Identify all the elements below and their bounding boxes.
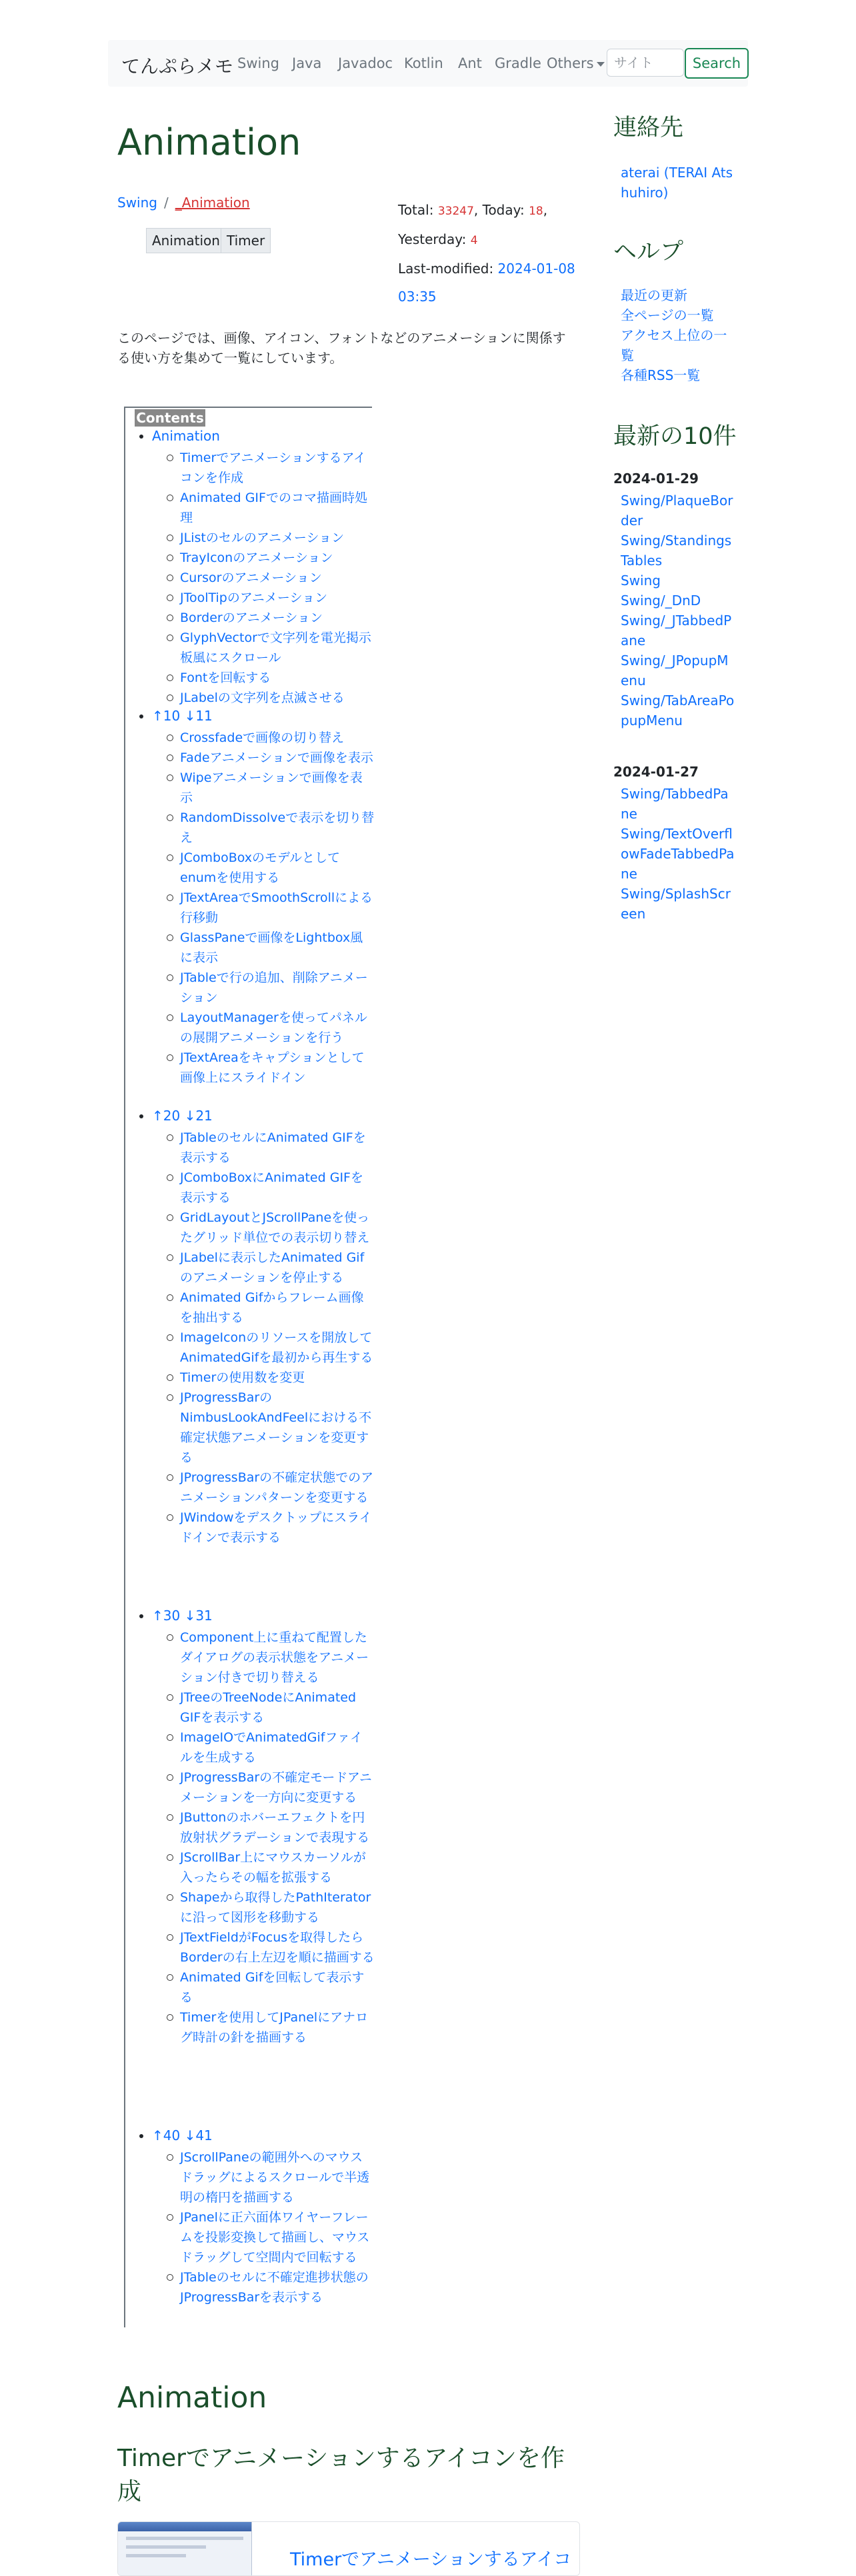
toc-section <box>152 428 220 444</box>
yesterday-label: Yesterday: <box>398 231 471 247</box>
nav-link-java[interactable]: Java <box>292 55 322 71</box>
toc-link[interactable]: JWindowをデスクトップにスライドインで表示する <box>180 1510 372 1545</box>
toc-item <box>180 1848 375 1888</box>
others-label: Others <box>547 55 594 71</box>
latest-heading: 最新の10件 <box>613 423 737 450</box>
toc-item <box>180 808 375 848</box>
toc-item <box>180 1328 375 1368</box>
today-label: , Today: <box>473 202 529 218</box>
toc-link[interactable]: JProgressBarの不確定状態でのアニメーションパターンを変更する <box>180 1470 374 1505</box>
update-link[interactable]: Swing/_JPopupMenu <box>621 652 729 688</box>
toc-item <box>180 1248 375 1288</box>
toc-link[interactable]: LayoutManagerを使ってパネルの展開アニメーションを行う <box>180 1010 367 1045</box>
nav-link-ant[interactable]: Ant <box>458 55 482 71</box>
toc-item <box>180 888 375 928</box>
toc-item <box>180 668 375 688</box>
toc-link[interactable]: ImageIconのリソースを開放してAnimatedGifを最初から再生する <box>180 1330 373 1365</box>
toc-item <box>180 568 375 588</box>
toc-item <box>180 2267 375 2307</box>
contact-list <box>621 163 735 203</box>
toc-section <box>152 1608 213 1624</box>
nav-link-javadoc[interactable]: Javadoc <box>338 55 393 71</box>
contact-heading: 連絡先 <box>613 115 684 141</box>
article-heading: Timerでアニメーションするアイコンを作成 <box>117 2445 565 2505</box>
help-link-rss[interactable]: 各種RSS一覧 <box>621 367 701 383</box>
toc-list <box>180 1128 375 1548</box>
total-label: Total: <box>398 202 438 218</box>
toc-section <box>152 708 213 724</box>
toc-item <box>180 1728 375 1768</box>
update-link[interactable]: Swing <box>621 573 661 589</box>
toc-section-link[interactable]: Animation <box>152 428 220 444</box>
breadcrumb-parent[interactable]: Swing <box>117 195 157 211</box>
toc-item <box>180 1967 375 2007</box>
toc-link[interactable]: ImageIOでAnimatedGifファイルを生成する <box>180 1730 363 1765</box>
thumbnail-titlebar <box>118 2522 251 2531</box>
toc-item <box>180 448 375 488</box>
toc-item <box>180 2147 375 2207</box>
toc-link[interactable]: JPanelに正六面体ワイヤーフレームを投影変換して描画し、マウスドラッグして空間内で回転する <box>180 2210 370 2265</box>
update-link[interactable]: Swing/TextOverflowFadeTabbedPane <box>621 826 735 882</box>
toc-item <box>180 1808 375 1848</box>
today-count: 18 <box>529 205 543 218</box>
toc-link[interactable]: JTableのセルに不確定進捗状態のJProgressBarを表示する <box>180 2270 369 2305</box>
toc-link[interactable]: Animated Gifからフレーム画像を抽出する <box>180 1290 364 1325</box>
toc-link[interactable]: JButtonのホバーエフェクトを円放射状グラデーションで表現する <box>180 1810 370 1845</box>
toc-item <box>180 1048 375 1088</box>
toc-item <box>180 768 375 808</box>
toc-link[interactable]: Component上に重ねて配置したダイアログの表示状態をアニメーション付きで切り替える <box>180 1630 369 1685</box>
toc-link[interactable]: GlyphVectorで文字列を電光掲示板風にスクロール <box>180 631 371 665</box>
nav-dropdown-others[interactable] <box>547 55 605 71</box>
total-count: 33247 <box>437 205 474 218</box>
help-heading: ヘルプ <box>613 239 684 265</box>
article-card-title[interactable]: Timerでアニメーションするアイコ <box>290 2549 572 2570</box>
help-link-top-access[interactable]: アクセス上位の一覧 <box>621 327 727 363</box>
toc-link[interactable]: Animated Gifを回転して表示する <box>180 1970 365 2005</box>
update-link[interactable]: Swing/_JTabbedPane <box>621 613 732 648</box>
toc-link[interactable]: RandomDissolveで表示を切り替え <box>180 810 375 845</box>
update-link[interactable]: Swing/_DnD <box>621 593 701 609</box>
toc-link[interactable]: JComboBoxにAnimated GIFを表示する <box>180 1170 363 1205</box>
help-list <box>621 285 735 385</box>
toc-link[interactable]: Crossfadeで画像の切り替え <box>180 730 345 745</box>
toc-item <box>180 848 375 888</box>
toc-list <box>180 1628 375 2047</box>
last-modified-label: Last-modified: <box>398 261 498 277</box>
toc-item <box>180 1508 375 1548</box>
toc-item <box>180 1768 375 1808</box>
toc-link[interactable]: JProgressBarの不確定モードアニメーションを一方向に変更する <box>180 1770 372 1805</box>
toc-link[interactable]: Borderのアニメーション <box>180 611 323 625</box>
help-link-recent-updates[interactable]: 最近の更新 <box>621 287 687 303</box>
toc-item <box>180 1288 375 1328</box>
toc-item <box>180 1368 375 1388</box>
update-list <box>621 784 735 924</box>
toc-item <box>180 2207 375 2267</box>
thumbnail-line <box>126 2537 243 2540</box>
top-navbar <box>108 40 748 87</box>
toc-item <box>180 728 375 748</box>
toc-section-link[interactable]: ↑10 ↓11 <box>152 708 213 724</box>
toc-item <box>180 968 375 1008</box>
toc-link[interactable]: GridLayoutとJScrollPaneを使ったグリッド単位での表示切り替え <box>180 1210 370 1245</box>
search-button[interactable]: Search <box>685 48 749 79</box>
breadcrumb <box>117 195 250 211</box>
toc-item <box>180 528 375 548</box>
update-link[interactable]: Swing/TabAreaPopupMenu <box>621 692 735 728</box>
toc-link[interactable]: Fontを回転する <box>180 670 271 685</box>
toc-item <box>180 688 375 708</box>
update-link[interactable]: Swing/StandingsTables <box>621 533 732 569</box>
toc-link[interactable]: Timerの使用数を変更 <box>180 1370 305 1385</box>
toc-link[interactable]: JComboBoxのモデルとしてenumを使用する <box>180 850 341 885</box>
toc-link[interactable]: JTextAreaでSmoothScrollによる行移動 <box>180 890 373 925</box>
nav-link-kotlin[interactable]: Kotlin <box>404 55 443 71</box>
toc-link[interactable]: JLabelの文字列を点滅させる <box>180 690 345 705</box>
toc-list <box>180 448 375 708</box>
update-date: 2024-01-29 <box>613 471 699 487</box>
toc-link[interactable]: JTreeのTreeNodeにAnimated GIFを表示する <box>180 1690 357 1725</box>
toc-item <box>180 1208 375 1248</box>
update-list <box>621 491 735 730</box>
toc-item <box>180 588 375 608</box>
toc-item <box>180 748 375 768</box>
toc-link[interactable]: JProgressBarのNimbusLookAndFeelにおける不確定状態アニメーションを変更する <box>180 1390 372 1465</box>
toc-link[interactable]: JListのセルのアニメーション <box>180 531 345 545</box>
toc-item <box>180 1928 375 1967</box>
last-modified-time[interactable]: 03:35 <box>398 289 437 305</box>
toc-link[interactable]: JToolTipのアニメーション <box>180 591 328 605</box>
thumbnail-line <box>126 2554 186 2557</box>
toc-item <box>180 1128 375 1168</box>
toc-link[interactable]: GlassPaneで画像をLightbox風に表示 <box>180 930 363 965</box>
toc-link[interactable]: JTableで行の追加、削除アニメーション <box>180 970 368 1005</box>
toc-item <box>180 628 375 668</box>
toc-list <box>180 2147 375 2307</box>
toc-link[interactable]: Shapeから取得したPathIteratorに沿って図形を移動する <box>180 1890 371 1925</box>
toc-item <box>180 1888 375 1928</box>
breadcrumb-current[interactable]: _Animation <box>175 195 250 211</box>
tag-animation[interactable]: Animation <box>146 228 226 253</box>
toc-title: Contents <box>135 409 205 427</box>
breadcrumb-separator: / <box>163 195 169 211</box>
page-stats: Total: 33247, Today: 18, Yesterday: 4 Last-modified: 2024-01-08 03:35 <box>398 202 575 305</box>
update-link[interactable]: Swing/TabbedPane <box>621 786 729 822</box>
toc-link[interactable]: Timerでアニメーションするアイコンを作成 <box>180 451 366 485</box>
update-link[interactable]: Swing/SplashScreen <box>621 886 731 922</box>
update-link[interactable]: Swing/PlaqueBorder <box>621 493 733 529</box>
toc-list <box>180 728 375 1088</box>
toc-link[interactable]: JScrollBar上にマウスカーソルが入ったらその幅を拡張する <box>180 1850 366 1885</box>
toc-link[interactable]: Cursorのアニメーション <box>180 571 322 585</box>
toc-section-link[interactable]: ↑20 ↓21 <box>152 1108 213 1124</box>
toc-link[interactable]: JTextAreaをキャプションとして画像上にスライドイン <box>180 1050 365 1085</box>
toc-item <box>180 928 375 968</box>
toc-link[interactable]: JTableのセルにAnimated GIFを表示する <box>180 1130 366 1165</box>
toc-link[interactable]: TrayIconのアニメーション <box>180 551 333 565</box>
toc-item <box>180 1008 375 1048</box>
toc-item <box>180 488 375 528</box>
article-card[interactable] <box>117 2521 580 2576</box>
toc-item <box>180 2007 375 2047</box>
toc-section-link[interactable]: ↑40 ↓41 <box>152 2127 213 2143</box>
toc-link[interactable]: JScrollPaneの範囲外へのマウスドラッグによるスクロールで半透明の楕円を描画する <box>180 2150 370 2205</box>
chevron-down-icon <box>597 62 605 67</box>
toc-item <box>180 548 375 568</box>
article-thumbnail <box>118 2522 252 2576</box>
page-title: Animation <box>117 121 301 163</box>
update-date: 2024-01-27 <box>613 764 699 780</box>
toc-link[interactable]: Wipeアニメーションで画像を表示 <box>180 770 363 805</box>
contact-link[interactable]: aterai (TERAI Atshuhiro) <box>621 165 733 201</box>
toc-item <box>180 1388 375 1468</box>
intro-text: このページでは、画像、アイコン、フォントなどのアニメーションに関係する使い方を集めて一覧にしています。 <box>117 330 566 366</box>
last-modified-date[interactable]: 2024-01-08 <box>497 261 575 277</box>
nav-link-swing[interactable]: Swing <box>237 55 279 71</box>
toc-link[interactable]: Animated GIFでのコマ描画時処理 <box>180 491 367 525</box>
site-brand[interactable]: てんぷらメモ <box>121 55 234 77</box>
search-input[interactable] <box>607 49 684 77</box>
toc-item <box>180 1168 375 1208</box>
toc-section <box>152 1108 213 1124</box>
toc-link[interactable]: Timerを使用してJPanelにアナログ時計の針を描画する <box>180 2010 369 2045</box>
toc-item <box>180 1468 375 1508</box>
table-of-contents <box>124 407 375 2327</box>
section-heading: Animation <box>117 2381 267 2415</box>
nav-link-gradle[interactable]: Gradle <box>495 55 541 71</box>
toc-section-link[interactable]: ↑30 ↓31 <box>152 1608 213 1624</box>
yesterday-count: 4 <box>470 234 478 247</box>
help-link-all-pages[interactable]: 全ページの一覧 <box>621 307 714 323</box>
toc-item <box>180 1688 375 1728</box>
toc-item <box>180 1628 375 1688</box>
toc-item <box>180 608 375 628</box>
toc-link[interactable]: JLabelに表示したAnimated Gifのアニメーションを停止する <box>180 1250 365 1285</box>
toc-link[interactable]: Fadeアニメーションで画像を表示 <box>180 750 373 765</box>
toc-section <box>152 2127 213 2143</box>
toc-link[interactable]: JTextFieldがFocusを取得したらBorderの右上左辺を順に描画する <box>180 1930 375 1965</box>
thumbnail-line <box>126 2545 206 2549</box>
tag-timer[interactable]: Timer <box>221 228 271 253</box>
